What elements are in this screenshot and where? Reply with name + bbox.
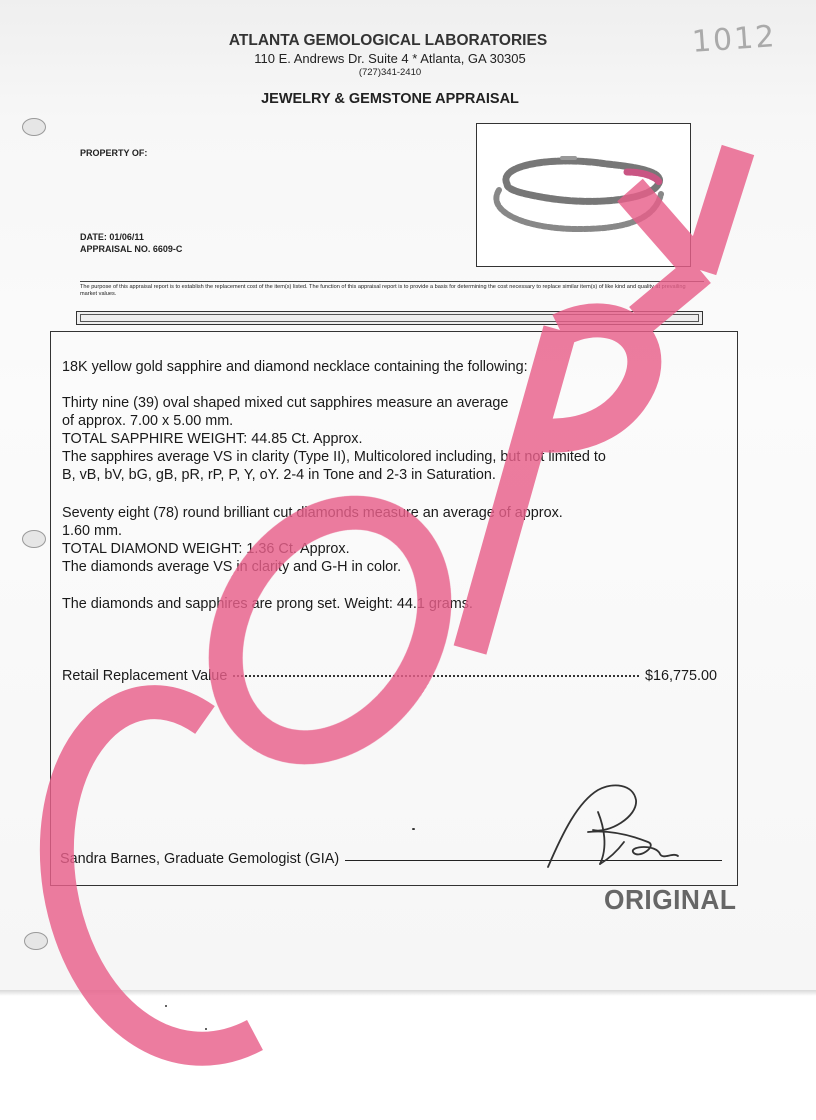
diamond-line: TOTAL DIAMOND WEIGHT: 1.36 Ct. Approx. [62, 541, 350, 557]
sapphire-line: TOTAL SAPPHIRE WEIGHT: 44.85 Ct. Approx. [62, 431, 363, 447]
dot-leader [233, 675, 639, 677]
retail-value-label: Retail Replacement Value [62, 668, 228, 684]
separator-band [76, 311, 703, 325]
speck [412, 828, 415, 830]
diamond-line: Seventy eight (78) round brilliant cut diamonds measure an average of approx. [62, 505, 563, 521]
speck [165, 1005, 167, 1007]
setting-line: The diamonds and sapphires are prong set. Weight: 44.1 grams. [62, 596, 473, 612]
sheet-edge [0, 990, 816, 996]
property-of-label: PROPERTY OF: [80, 148, 148, 158]
punch-hole-bottom [24, 932, 48, 950]
diamond-line: The diamonds average VS in clarity and G-H in color. [62, 559, 402, 575]
retail-value-row [62, 668, 717, 684]
purpose-statement: The purpose of this appraisal report is to establish the replacement cost of the item(s) listed. The function of this appraisal report is to provide a basis for determining the cost necessary to replace similar item(s) of like kind and quality at prevailing market values. [80, 284, 686, 298]
diamond-line: 1.60 mm. [62, 523, 122, 539]
punch-hole-top [22, 118, 46, 136]
date-line: DATE: 01/06/11 [80, 232, 144, 242]
signer-name: Sandra Barnes, Graduate Gemologist (GIA) [60, 851, 340, 867]
intro-line: 18K yellow gold sapphire and diamond necklace containing the following: [62, 359, 528, 375]
necklace-image [477, 124, 690, 266]
speck [205, 1028, 207, 1030]
purpose-rule [80, 281, 704, 282]
lab-phone: (727)341-2410 [358, 67, 422, 78]
lab-name: ATLANTA GEMOLOGICAL LABORATORIES [228, 32, 548, 49]
appraisal-number: APPRAISAL NO. 6609-C [80, 244, 183, 254]
handwritten-number: 1012 [690, 19, 778, 60]
lab-address: 110 E. Andrews Dr. Suite 4 * Atlanta, GA 30305 [254, 51, 526, 66]
sapphire-line: Thirty nine (39) oval shaped mixed cut sapphires measure an average [62, 395, 509, 411]
necklace-photo [476, 123, 691, 267]
retail-value-amount: $16,775.00 [644, 668, 717, 684]
punch-hole-middle [22, 530, 46, 548]
sapphire-line: B, vB, bV, bG, gB, pR, rP, P, Y, oY. 2-4 in Tone and 2-3 in Saturation. [62, 467, 496, 483]
sapphire-line: of approx. 7.00 x 5.00 mm. [62, 413, 234, 429]
report-title: JEWELRY & GEMSTONE APPRAISAL [261, 91, 519, 107]
original-stamp: ORIGINAL [604, 884, 737, 915]
sapphire-line: The sapphires average VS in clarity (Type II), Multicolored including, but not limited to [62, 449, 606, 465]
signature-mark [538, 772, 688, 872]
